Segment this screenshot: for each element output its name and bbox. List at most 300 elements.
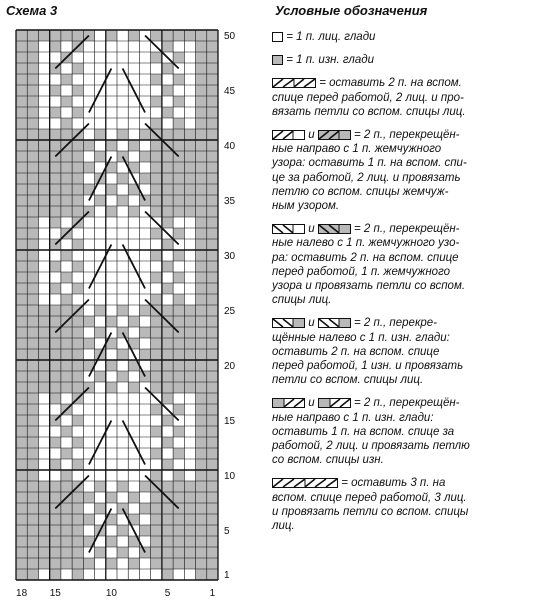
chart-cell <box>196 547 207 558</box>
chart-cell <box>162 184 173 195</box>
chart-cell <box>106 393 117 404</box>
chart-cell <box>50 393 61 404</box>
chart-cell <box>162 305 173 316</box>
chart-cell <box>162 525 173 536</box>
chart-cell <box>38 459 49 470</box>
chart-cell <box>61 173 72 184</box>
chart-cell <box>50 470 61 481</box>
chart-cell <box>83 437 94 448</box>
chart-cell <box>151 206 162 217</box>
chart-cell <box>139 85 150 96</box>
chart-cell <box>61 470 72 481</box>
chart-cell <box>128 404 139 415</box>
chart-cell <box>173 459 184 470</box>
chart-cell <box>139 569 150 580</box>
chart-cell <box>184 261 195 272</box>
chart-cell <box>38 327 49 338</box>
chart-cell <box>207 195 218 206</box>
chart-cell <box>173 294 184 305</box>
chart-cell <box>173 162 184 173</box>
chart-cell <box>117 217 128 228</box>
chart-cell <box>162 470 173 481</box>
chart-cell <box>128 305 139 316</box>
chart-cell <box>162 393 173 404</box>
chart-cell <box>162 294 173 305</box>
chart-cell <box>50 107 61 118</box>
chart-cell <box>38 74 49 85</box>
chart-cell <box>61 184 72 195</box>
chart-cell <box>173 217 184 228</box>
chart-cell <box>16 492 27 503</box>
chart-cell <box>16 228 27 239</box>
chart-cell <box>162 162 173 173</box>
chart-cell <box>38 316 49 327</box>
chart-cell <box>117 118 128 129</box>
chart-cell <box>27 437 38 448</box>
chart-cell <box>106 360 117 371</box>
chart-cell <box>117 371 128 382</box>
chart-cell <box>16 327 27 338</box>
chart-cell <box>27 503 38 514</box>
chart-cell <box>50 85 61 96</box>
chart-cell <box>27 294 38 305</box>
chart-cell <box>27 228 38 239</box>
chart-cell <box>83 525 94 536</box>
chart-cell <box>83 85 94 96</box>
chart-cell <box>61 558 72 569</box>
chart-cell <box>83 63 94 74</box>
chart-cell <box>83 481 94 492</box>
chart-cell <box>83 151 94 162</box>
chart-cell <box>173 272 184 283</box>
chart-cell <box>38 250 49 261</box>
chart-cell <box>95 283 106 294</box>
grey-square-icon <box>272 55 283 65</box>
chart-cell <box>61 547 72 558</box>
chart-cell <box>173 437 184 448</box>
chart-cell <box>38 404 49 415</box>
chart-cell <box>38 547 49 558</box>
chart-cell <box>162 195 173 206</box>
chart-cell <box>128 316 139 327</box>
chart-cell <box>139 305 150 316</box>
chart-cell <box>61 426 72 437</box>
chart-cell <box>139 140 150 151</box>
chart-cell <box>151 261 162 272</box>
chart-cell <box>173 30 184 41</box>
chart-cell <box>16 41 27 52</box>
chart-cell <box>38 239 49 250</box>
chart-cell <box>83 305 94 316</box>
chart-cell <box>72 338 83 349</box>
chart-cell <box>196 140 207 151</box>
chart-cell <box>16 536 27 547</box>
chart-cell <box>61 415 72 426</box>
chart-cell <box>16 470 27 481</box>
chart-cell <box>128 547 139 558</box>
chart-cell <box>128 371 139 382</box>
chart-cell <box>27 96 38 107</box>
chart-cell <box>27 415 38 426</box>
chart-cell <box>173 305 184 316</box>
chart-cell <box>207 547 218 558</box>
chart-cell <box>162 217 173 228</box>
chart-cell <box>184 250 195 261</box>
column-number: 18 <box>16 588 28 599</box>
chart-cell <box>16 404 27 415</box>
chart-cell <box>151 184 162 195</box>
chart-cell <box>95 63 106 74</box>
chart-cell <box>106 228 117 239</box>
chart-cell <box>16 525 27 536</box>
chart-cell <box>207 492 218 503</box>
chart-cell <box>117 294 128 305</box>
chart-cell <box>117 261 128 272</box>
chart-cell <box>38 85 49 96</box>
chart-cell <box>83 426 94 437</box>
chart-cell <box>196 426 207 437</box>
cross-4-icon <box>272 78 316 88</box>
chart-cell <box>38 107 49 118</box>
chart-cell <box>72 371 83 382</box>
chart-cell <box>61 360 72 371</box>
chart-cell <box>173 382 184 393</box>
chart-cell <box>16 294 27 305</box>
chart-cell <box>61 294 72 305</box>
chart-cell <box>151 250 162 261</box>
chart-cell <box>128 52 139 63</box>
chart-cell <box>95 129 106 140</box>
chart-cell <box>162 426 173 437</box>
chart-cell <box>128 569 139 580</box>
chart-cell <box>72 195 83 206</box>
chart-cell <box>72 426 83 437</box>
chart-cell <box>151 492 162 503</box>
chart-cell <box>95 459 106 470</box>
chart-cell <box>72 52 83 63</box>
chart-cell <box>207 327 218 338</box>
chart-cell <box>162 151 173 162</box>
chart-cell <box>117 393 128 404</box>
chart-cell <box>50 349 61 360</box>
chart-cell <box>162 129 173 140</box>
chart-cell <box>95 52 106 63</box>
chart-cell <box>207 514 218 525</box>
chart-cell <box>38 283 49 294</box>
chart-cell <box>196 470 207 481</box>
chart-cell <box>151 294 162 305</box>
chart-cell <box>27 547 38 558</box>
chart-cell <box>50 173 61 184</box>
chart-cell <box>16 261 27 272</box>
chart-cell <box>61 272 72 283</box>
chart-cell <box>151 349 162 360</box>
chart-cell <box>38 52 49 63</box>
row-number: 40 <box>224 141 236 152</box>
chart-cell <box>38 294 49 305</box>
chart-cell <box>196 162 207 173</box>
chart-cell <box>16 151 27 162</box>
chart-cell <box>184 327 195 338</box>
chart-cell <box>38 129 49 140</box>
chart-cell <box>173 129 184 140</box>
chart-cell <box>151 74 162 85</box>
chart-cell <box>117 360 128 371</box>
chart-cell <box>61 151 72 162</box>
cross-right-purl-white-icon <box>318 398 351 408</box>
chart-cell <box>162 503 173 514</box>
cross-right-grey-icon <box>318 130 351 140</box>
chart-cell <box>16 30 27 41</box>
cross-left-purl-grey-icon <box>318 318 351 328</box>
chart-cell <box>95 503 106 514</box>
chart-cell <box>95 470 106 481</box>
chart-cell <box>162 338 173 349</box>
chart-cell <box>151 459 162 470</box>
chart-cell <box>184 349 195 360</box>
chart-cell <box>61 107 72 118</box>
chart-cell <box>16 371 27 382</box>
chart-cell <box>50 448 61 459</box>
chart-cell <box>196 448 207 459</box>
chart-cell <box>207 393 218 404</box>
chart-cell <box>106 107 117 118</box>
chart-cell <box>151 107 162 118</box>
chart-cell <box>27 272 38 283</box>
chart-cell <box>173 107 184 118</box>
chart-cell <box>207 503 218 514</box>
row-number: 15 <box>224 416 236 427</box>
chart-cell <box>38 195 49 206</box>
chart-cell <box>184 118 195 129</box>
chart-cell <box>72 547 83 558</box>
chart-cell <box>27 371 38 382</box>
chart-cell <box>27 162 38 173</box>
chart-cell <box>151 316 162 327</box>
chart-cell <box>95 41 106 52</box>
chart-cell <box>106 349 117 360</box>
chart-cell <box>38 349 49 360</box>
chart-cell <box>38 272 49 283</box>
chart-cell <box>173 360 184 371</box>
chart-cell <box>38 558 49 569</box>
chart-cell <box>27 492 38 503</box>
chart-cell <box>95 569 106 580</box>
chart-cell <box>16 283 27 294</box>
legend-purl: = 1 п. изн. глади <box>272 53 530 67</box>
chart-cell <box>16 217 27 228</box>
chart-cell <box>61 217 72 228</box>
chart-cell <box>50 525 61 536</box>
chart-cell <box>207 360 218 371</box>
chart-cell <box>117 107 128 118</box>
chart-cell <box>128 294 139 305</box>
chart-cell <box>38 415 49 426</box>
chart-cell <box>196 404 207 415</box>
chart-cell <box>106 30 117 41</box>
chart-cell <box>184 569 195 580</box>
chart-cell <box>184 448 195 459</box>
chart-cell <box>196 74 207 85</box>
chart-cell <box>50 52 61 63</box>
chart-cell <box>106 294 117 305</box>
chart-cell <box>128 470 139 481</box>
chart-cell <box>16 118 27 129</box>
chart-cell <box>196 492 207 503</box>
chart-cell <box>72 206 83 217</box>
chart-cell <box>184 107 195 118</box>
chart-cell <box>207 415 218 426</box>
chart-cell <box>207 558 218 569</box>
chart-cell <box>95 140 106 151</box>
chart-cell <box>117 349 128 360</box>
chart-cell <box>162 118 173 129</box>
chart-cell <box>173 558 184 569</box>
chart-cell <box>128 63 139 74</box>
chart-cell <box>83 327 94 338</box>
chart-cell <box>207 162 218 173</box>
chart-cell <box>50 459 61 470</box>
chart-cell <box>117 492 128 503</box>
chart-cell <box>196 382 207 393</box>
chart-cell <box>162 481 173 492</box>
chart-cell <box>207 52 218 63</box>
chart-cell <box>184 514 195 525</box>
chart-cell <box>61 327 72 338</box>
chart-cell <box>50 437 61 448</box>
chart-cell <box>184 96 195 107</box>
legend-cross-right-purl: и = 2 п., перекрещён- ные направо с 1 п. изн. глади: оставить 1 п. на вспом. спице за работой, 2 лиц. и провязать петлю со вспом. спицы изн. <box>272 397 470 467</box>
chart-cell <box>95 30 106 41</box>
chart-cell <box>50 481 61 492</box>
chart-cell <box>207 305 218 316</box>
chart-cell <box>72 250 83 261</box>
chart-cell <box>151 426 162 437</box>
chart-cell <box>162 536 173 547</box>
chart-cell <box>27 327 38 338</box>
chart-cell <box>207 525 218 536</box>
chart-cell <box>162 514 173 525</box>
chart-cell <box>38 63 49 74</box>
chart-cell <box>117 470 128 481</box>
chart-cell <box>139 228 150 239</box>
chart-cell <box>83 338 94 349</box>
chart-cell <box>151 151 162 162</box>
chart-cell <box>83 41 94 52</box>
chart-cell <box>16 481 27 492</box>
chart-cell <box>38 30 49 41</box>
chart-cell <box>173 52 184 63</box>
chart-cell <box>151 558 162 569</box>
chart-cell <box>61 514 72 525</box>
chart-cell <box>196 503 207 514</box>
chart-cell <box>72 327 83 338</box>
chart-cell <box>184 140 195 151</box>
chart-cell <box>184 283 195 294</box>
chart-cell <box>95 382 106 393</box>
chart-cell <box>173 371 184 382</box>
chart-cell <box>72 184 83 195</box>
chart-cell <box>151 536 162 547</box>
chart-cell <box>106 52 117 63</box>
chart-cell <box>184 305 195 316</box>
chart-cell <box>196 558 207 569</box>
chart-cell <box>38 41 49 52</box>
chart-cell <box>38 151 49 162</box>
chart-cell <box>106 85 117 96</box>
chart-cell <box>61 162 72 173</box>
chart-cell <box>106 547 117 558</box>
chart-cell <box>83 162 94 173</box>
chart-cell <box>196 569 207 580</box>
chart-cell <box>151 448 162 459</box>
chart-cell <box>72 74 83 85</box>
chart-cell <box>128 492 139 503</box>
chart-cell <box>207 459 218 470</box>
chart-cell <box>151 404 162 415</box>
chart-cell <box>83 129 94 140</box>
chart-cell <box>61 96 72 107</box>
chart-cell <box>173 338 184 349</box>
legend-cross-right-pearl: и = 2 п., перекрещён- ные направо с 1 п. жемчужного узора: оставить 1 п. на вспом. спи- це за работой, 2 лиц. и провязать петлю со вспом. спицы жемчуж- ным узором. <box>272 129 467 213</box>
chart-cell <box>196 459 207 470</box>
chart-cell <box>72 85 83 96</box>
chart-cell <box>128 41 139 52</box>
chart-cell <box>162 360 173 371</box>
legend-title: Условные обозначения <box>275 3 428 18</box>
chart-cell <box>38 228 49 239</box>
chart-cell <box>151 30 162 41</box>
chart-cell <box>162 239 173 250</box>
chart-cell <box>83 569 94 580</box>
chart-cell <box>207 338 218 349</box>
chart-cell <box>139 525 150 536</box>
chart-cell <box>207 85 218 96</box>
chart-cell <box>173 74 184 85</box>
chart-cell <box>184 30 195 41</box>
legend-cross-3-3: = оставить 3 п. на вспом. спице перед работой, 3 лиц. и провязать петли со вспом. спицы лиц. <box>272 477 469 533</box>
chart-cell <box>151 437 162 448</box>
chart-cell <box>117 228 128 239</box>
chart-cell <box>16 349 27 360</box>
chart-cell <box>38 393 49 404</box>
chart-cell <box>207 228 218 239</box>
chart-cell <box>184 294 195 305</box>
chart-cell <box>196 107 207 118</box>
row-number: 20 <box>224 361 236 372</box>
chart-cell <box>50 360 61 371</box>
chart-cell <box>38 437 49 448</box>
chart-cell <box>50 184 61 195</box>
chart-cell <box>162 74 173 85</box>
chart-cell <box>184 503 195 514</box>
chart-cell <box>72 96 83 107</box>
chart-cell <box>173 349 184 360</box>
chart-cell <box>61 305 72 316</box>
white-square-icon <box>272 32 283 42</box>
chart-cell <box>16 96 27 107</box>
chart-cell <box>50 283 61 294</box>
chart-cell <box>38 514 49 525</box>
chart-cell <box>117 547 128 558</box>
chart-cell <box>207 184 218 195</box>
chart-cell <box>50 195 61 206</box>
chart-cell <box>61 74 72 85</box>
chart-cell <box>95 547 106 558</box>
chart-cell <box>50 371 61 382</box>
chart-cell <box>106 173 117 184</box>
chart-cell <box>106 140 117 151</box>
